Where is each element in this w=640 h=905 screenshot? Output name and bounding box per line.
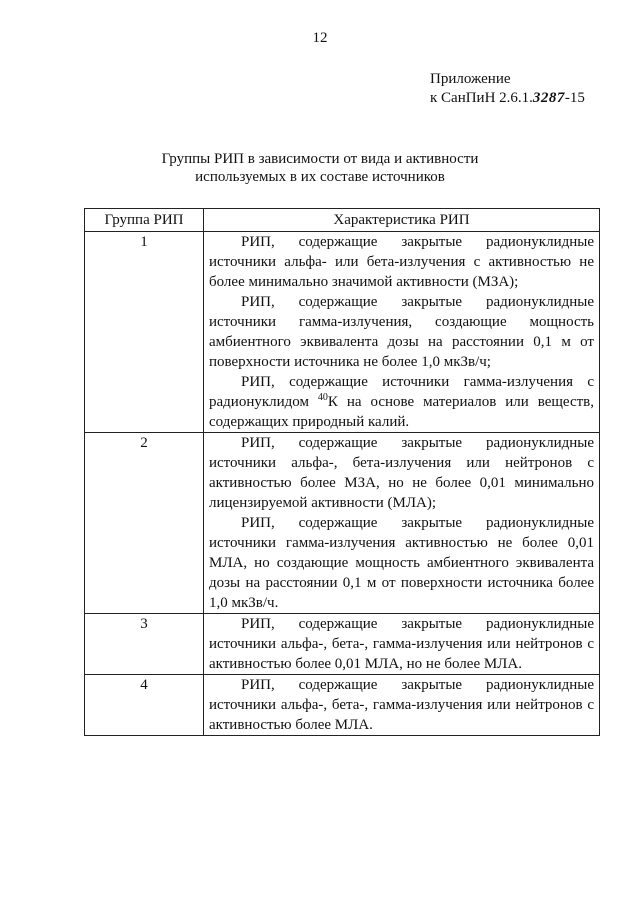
table-header-row <box>85 209 600 232</box>
header-characteristic: Характеристика РИП <box>204 209 600 232</box>
appendix-suffix: -15 <box>564 90 585 106</box>
description-paragraph: РИП, содержащие закрытые радионуклидные источники альфа-, бета-излучения или нейтронов с активностью более МЗА, но не более 0,01 минимально лицензируемой активности (МЛА); <box>209 435 594 511</box>
appendix-document <box>430 89 585 108</box>
group-number: 2 <box>85 433 204 614</box>
table-row <box>85 433 600 614</box>
heading-line-1: Группы РИП в зависимости от вида и активности <box>161 151 479 167</box>
group-description <box>204 232 600 433</box>
header-group: Группа РИП <box>85 209 204 232</box>
description-paragraph: РИП, содержащие закрытые радионуклидные источники гамма-излучения, создающие мощность амбиентного эквивалента дозы на расстоянии 0,1 м от поверхности источника не более 1,0 мкЗв/ч; <box>209 294 594 370</box>
isotope-element: К <box>327 394 338 410</box>
group-description <box>204 433 600 614</box>
appendix-reference <box>430 70 585 108</box>
description-paragraph: РИП, содержащие закрытые радионуклидные источники альфа-, бета-, гамма-излучения или нейтронов с активностью более МЛА. <box>209 677 594 733</box>
table-row <box>85 232 600 433</box>
appendix-handwritten-number: 3287 <box>532 90 565 106</box>
description-paragraph <box>209 372 594 432</box>
isotope-mass-number: 40 <box>317 392 328 403</box>
appendix-prefix: к СанПиН 2.6.1. <box>430 90 533 106</box>
rip-groups-table <box>84 208 600 736</box>
group-number: 4 <box>85 675 204 736</box>
appendix-label: Приложение <box>430 71 511 87</box>
group-description <box>204 614 600 675</box>
isotope-text-after: на основе материалов или веществ, содержащих природный калий. <box>209 394 594 430</box>
page-number: 12 <box>312 30 328 46</box>
group-number: 3 <box>85 614 204 675</box>
group-number: 1 <box>85 232 204 433</box>
table-row <box>85 614 600 675</box>
group-description <box>204 675 600 736</box>
description-paragraph: РИП, содержащие закрытые радионуклидные источники альфа- или бета-излучения с активностью не более минимально значимой активности (МЗА); <box>209 234 594 290</box>
table-row <box>85 675 600 736</box>
description-paragraph: РИП, содержащие закрытые радионуклидные источники альфа-, бета-, гамма-излучения или нейтронов с активностью более 0,01 МЛА, но не более МЛА. <box>209 616 594 672</box>
heading-line-2: используемых в их составе источников <box>195 169 445 185</box>
description-paragraph: РИП, содержащие закрытые радионуклидные источники гамма-излучения активностью не более 0,01 МЛА, но создающие мощность амбиентного эквивалента дозы на расстоянии 0,1 м от поверхности источника более 1,0 мкЗв/ч. <box>209 515 594 611</box>
isotope-text-before: РИП, содержащие источники гамма-излучения с радионуклидом <box>209 374 594 410</box>
document-heading <box>0 150 640 186</box>
